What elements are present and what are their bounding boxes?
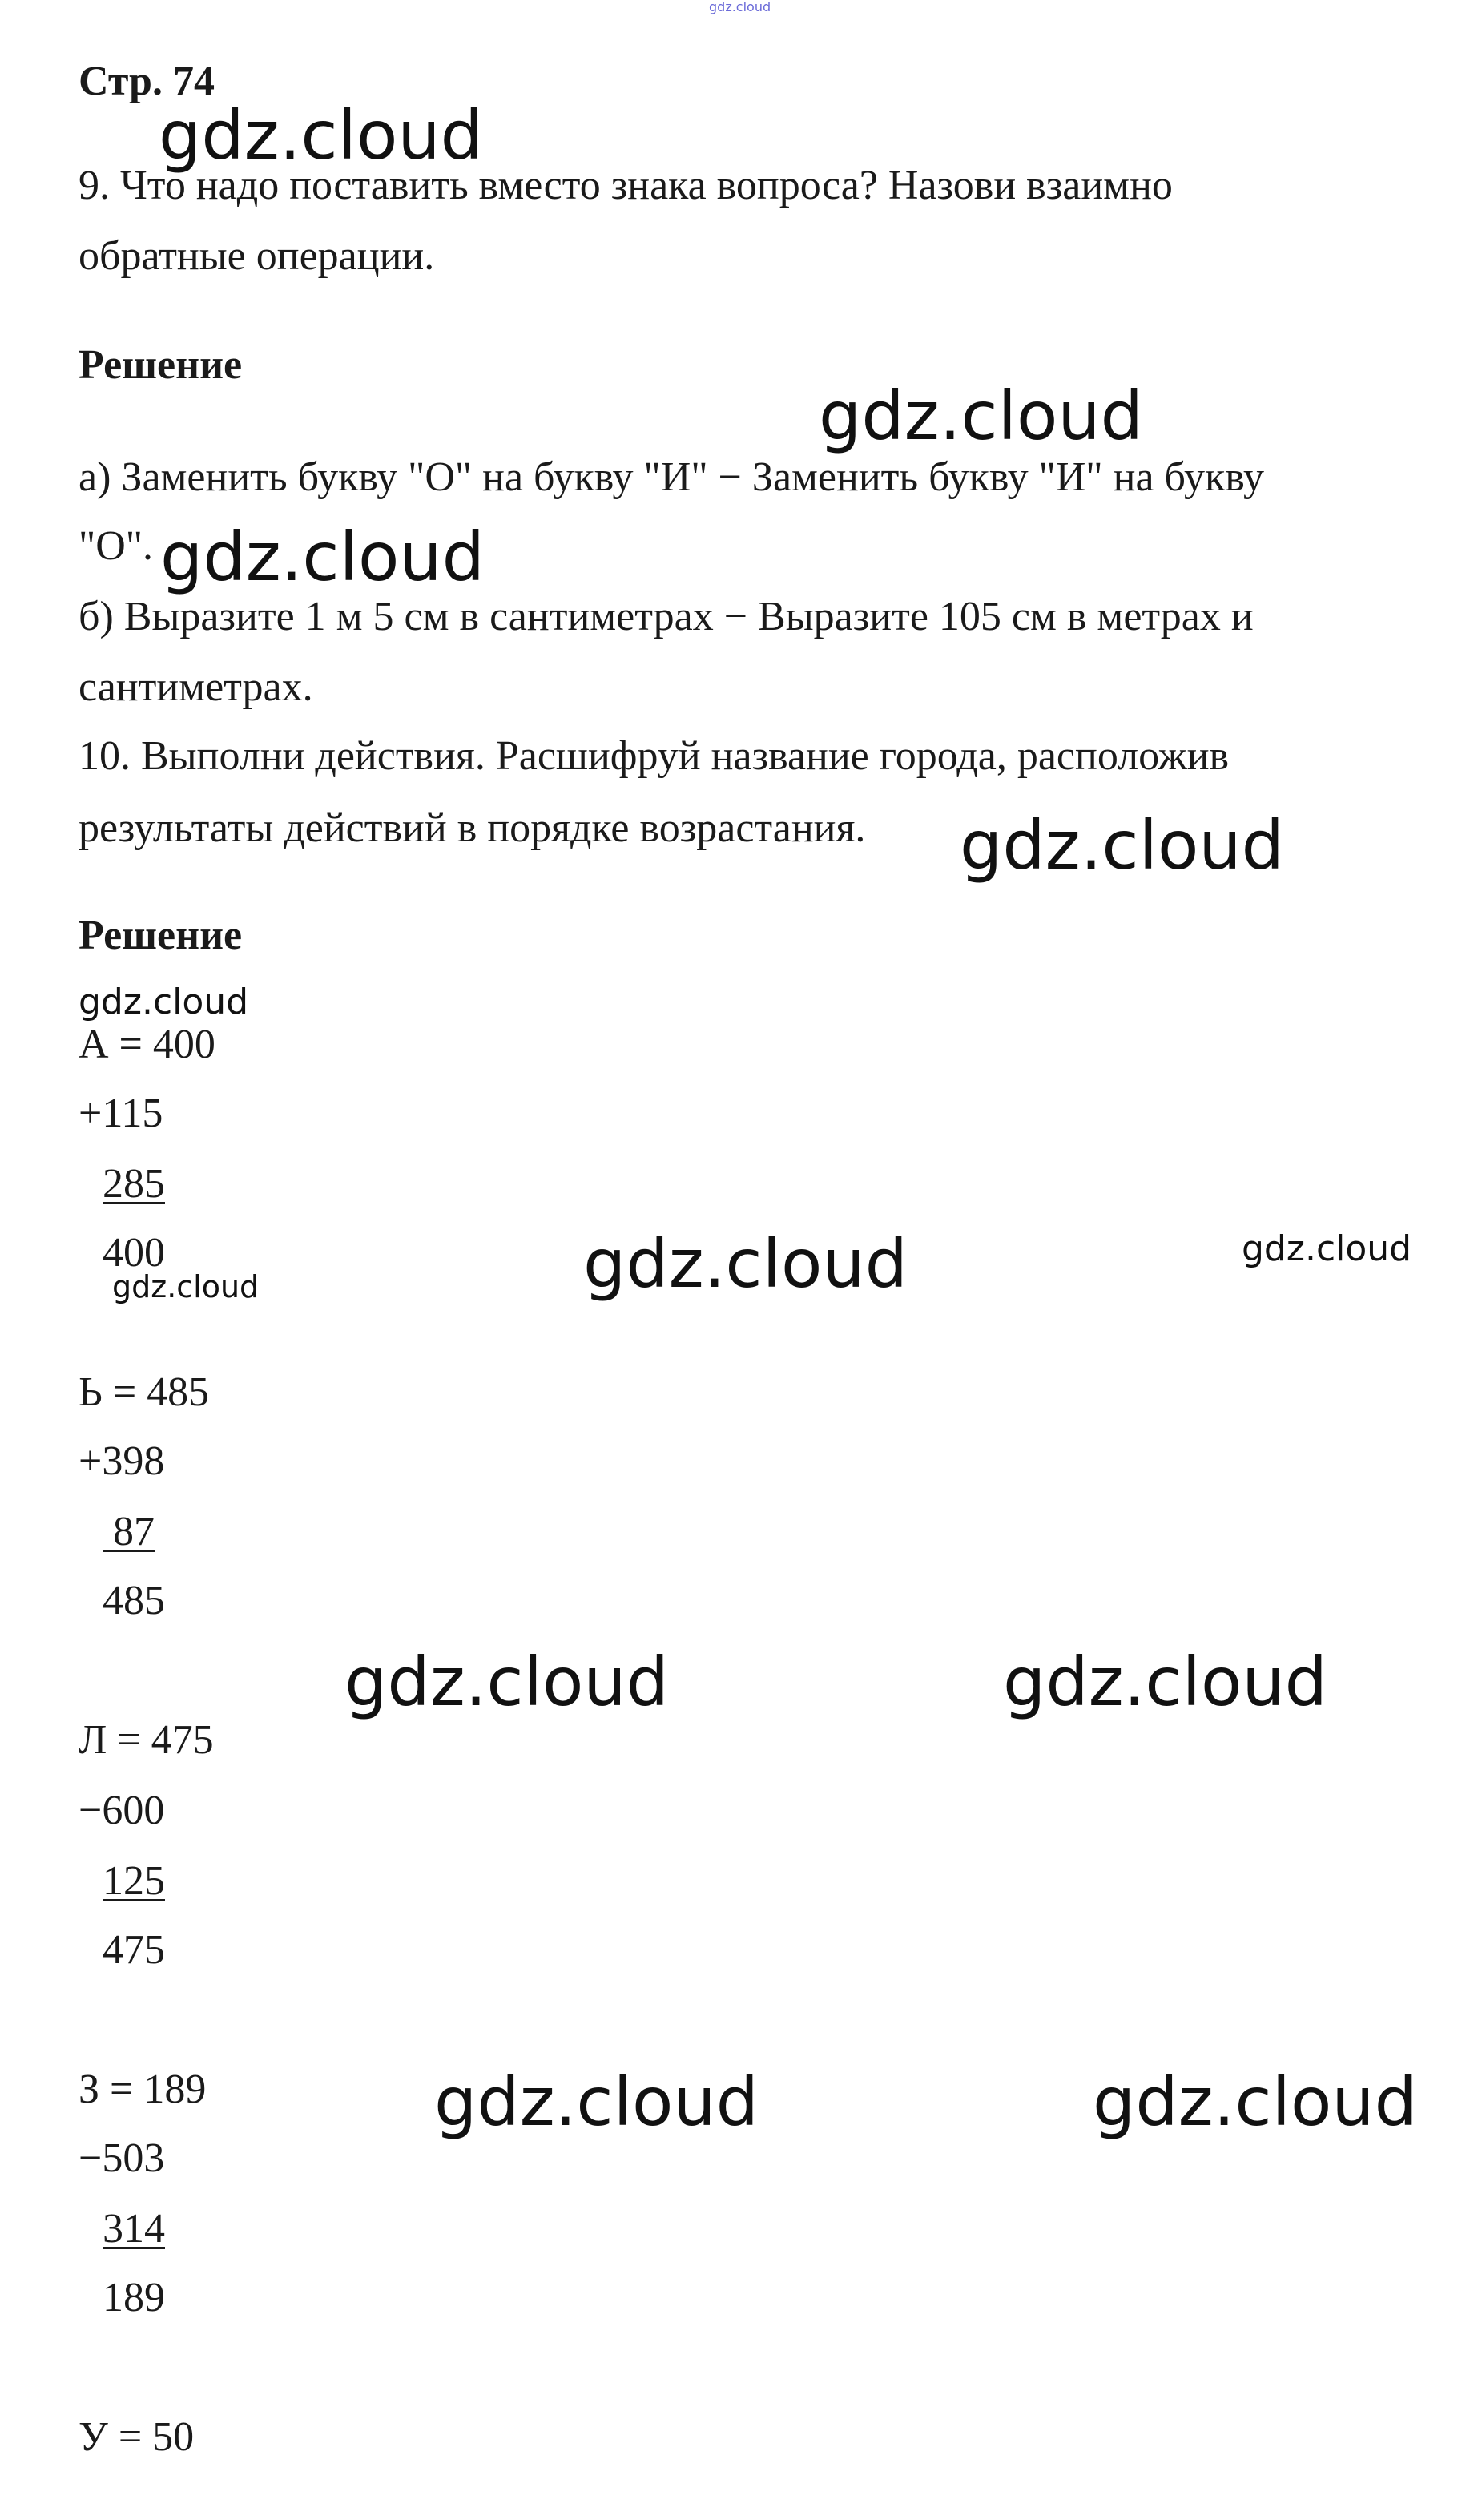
task9-question-line2: обратные операции. [79,233,435,279]
block-soft-sign-operand: 87 [103,1509,155,1554]
block-z-operation: −503 [79,2135,165,2181]
watermark: gdz.cloud [160,518,485,596]
watermark: gdz.cloud [1242,1228,1412,1269]
task9-answer-a-line2: "О". [79,523,154,569]
block-u-result: У = 50 [79,2414,195,2460]
block-l-operation: −600 [79,1788,165,1833]
task9-solution-heading: Решение [79,342,243,388]
block-z-result: З = 189 [79,2066,207,2112]
task10-question-line2: результаты действий в порядке возрастания. [79,805,866,851]
top-watermark: gdz.cloud [709,0,771,14]
watermark: gdz.cloud [1093,2062,1417,2141]
watermark: gdz.cloud [79,982,249,1022]
block-z-operand: 314 [103,2206,165,2252]
watermark: gdz.cloud [819,377,1143,455]
task9-answer-a-line1: а) Заменить букву "О" на букву "И" − Заменить букву "И" на букву [79,454,1265,500]
page-label: Стр. 74 [79,58,215,104]
watermark: gdz.cloud [112,1269,260,1304]
block-a-operation: +115 [79,1091,163,1136]
block-a-total: 400 [103,1230,165,1276]
block-l-operand: 125 [103,1858,165,1904]
watermark: gdz.cloud [583,1224,908,1303]
task9-question-line1: 9. Что надо поставить вместо знака вопроса? Назови взаимно [79,163,1173,208]
task9-answer-b-line2: сантиметрах. [79,664,313,710]
block-l-result: Л = 475 [79,1717,214,1763]
block-soft-sign-operation: +398 [79,1438,165,1484]
task9-answer-b-line1: б) Выразите 1 м 5 см в сантиметрах − Выразите 105 см в метрах и [79,594,1254,639]
task10-question-line1: 10. Выполни действия. Расшифруй название города, расположив [79,733,1230,779]
watermark: gdz.cloud [159,96,483,175]
watermark: gdz.cloud [344,1643,669,1721]
block-l-total: 475 [103,1927,165,1973]
block-a-result: А = 400 [79,1022,215,1067]
watermark: gdz.cloud [1003,1643,1327,1721]
block-z-total: 189 [103,2275,165,2320]
task10-solution-heading: Решение [79,913,243,958]
block-soft-sign-total: 485 [103,1578,165,1623]
watermark: gdz.cloud [960,806,1284,885]
watermark: gdz.cloud [434,2062,759,2141]
block-soft-sign-result: Ь = 485 [79,1369,210,1415]
block-a-operand: 285 [103,1161,165,1207]
